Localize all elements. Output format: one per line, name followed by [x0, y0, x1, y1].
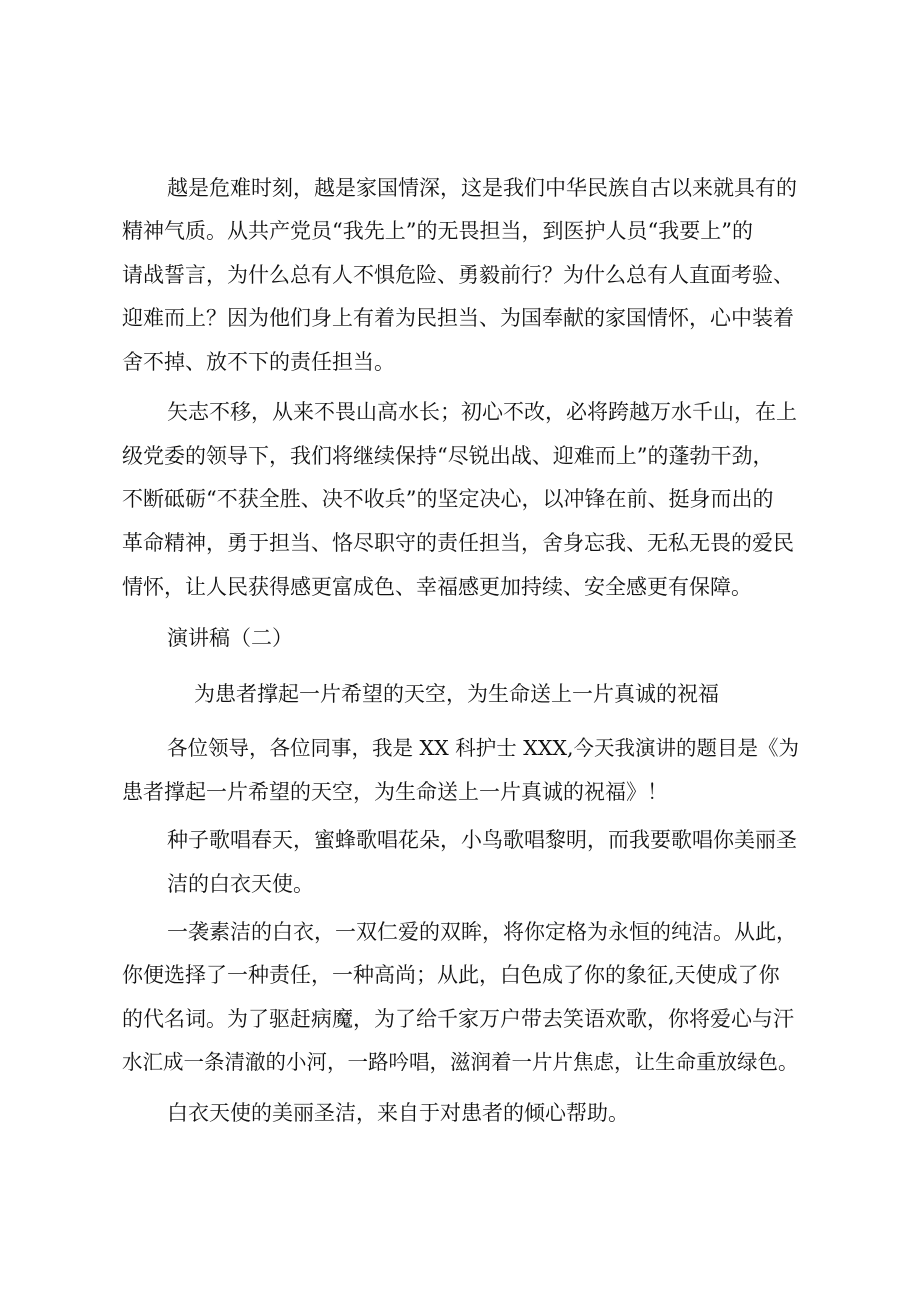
- paragraph-2-line: 情怀，让人民获得感更富成色、幸福感更加持续、安全感更有保障。: [122, 575, 752, 599]
- paragraph-4-line: 种子歌唱春天，蜜蜂歌唱花朵，小鸟歌唱黎明，而我要歌唱你美丽圣: [167, 828, 797, 852]
- paragraph-3-line: 各位领导，各位同事，我是 XX 科护士 XXX,今天我演讲的题目是《为: [167, 736, 800, 760]
- paragraph-1-line: 迎难而上？因为他们身上有着为民担当、为国奉献的家国情怀，心中装着: [122, 306, 794, 330]
- paragraph-2-line: 革命精神，勇于担当、恪尽职守的责任担当，舍身忘我、无私无畏的爱民: [122, 531, 794, 555]
- paragraph-1-line: 越是危难时刻，越是家国情深，这是我们中华民族自古以来就具有的: [167, 176, 797, 200]
- section-label: 演讲稿（二）: [167, 626, 293, 650]
- paragraph-5-line: 一袭素洁的白衣，一双仁爱的双眸，将你定格为永恒的纯洁。从此，: [167, 920, 797, 944]
- paragraph-4-line: 洁的白衣天使。: [167, 872, 314, 896]
- paragraph-2-line: 级党委的领导下，我们将继续保持“尽锐出战、迎难而上”的蓬勃干劲，: [122, 444, 774, 468]
- paragraph-5-line: 的代名词。为了驱赶病魔，为了给千家万户带去笑语欢歌，你将爱心与汗: [122, 1007, 794, 1031]
- paragraph-2-line: 不断砥砺“不获全胜、决不收兵”的坚定决心，以冲锋在前、挺身而出的: [122, 487, 774, 511]
- paragraph-2-line: 矢志不移，从来不畏山高水长；初心不改，必将跨越万水千山，在上: [167, 400, 797, 424]
- paragraph-1-line: 舍不掉、放不下的责任担当。: [122, 350, 395, 374]
- paragraph-1-line: 精神气质。从共产党员“我先上”的无畏担当，到医护人员“我要上”的: [122, 219, 753, 243]
- paragraph-6-line: 白衣天使的美丽圣洁，来自于对患者的倾心帮助。: [167, 1101, 629, 1125]
- paragraph-5-line: 你便选择了一种责任，一种高尚；从此，白色成了你的象征,天使成了你: [122, 963, 780, 987]
- paragraph-1-line: 请战誓言，为什么总有人不惧危险、勇毅前行？为什么总有人直面考验、: [122, 263, 794, 287]
- speech-title: 为患者撑起一片希望的天空，为生命送上一片真诚的祝福: [194, 682, 719, 706]
- paragraph-3-line: 患者撑起一片希望的天空，为生命送上一片真诚的祝福》！: [122, 780, 668, 804]
- paragraph-5-line: 水汇成一条清澈的小河，一路吟唱，滋润着一片片焦虑，让生命重放绿色。: [122, 1050, 799, 1074]
